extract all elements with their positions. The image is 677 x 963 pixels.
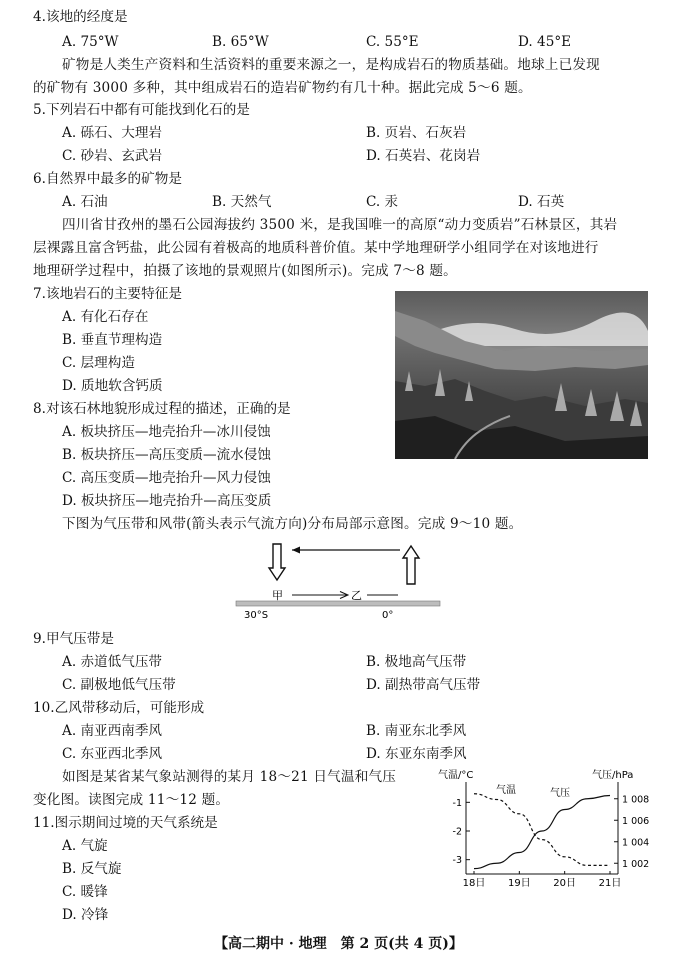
q5-option-b: B. 页岩、石灰岩 — [366, 125, 467, 141]
up-arrow-icon — [403, 546, 419, 584]
q10-stem: 10.乙风带移动后，可能形成 — [33, 700, 205, 716]
q4-option-b: B. 65°W — [212, 34, 269, 50]
y-right-tick-label: 1 006 — [622, 815, 650, 827]
intro1112-line1: 如图是某省某气象站测得的某月 18～21 日气温和气压 — [62, 769, 397, 785]
label-yi: 乙 — [351, 589, 362, 602]
q10-option-c: C. 东亚西北季风 — [62, 746, 163, 762]
page-footer: 【高二期中 · 地理 第 2 页(共 4 页)】 — [214, 936, 463, 952]
q4-option-d: D. 45°E — [518, 34, 572, 50]
pressure-belt-diagram — [232, 538, 442, 620]
y-right-tick-label: 1 008 — [622, 794, 650, 806]
intro78-line2: 层裸露且富含钙盐，此公园有着极高的地质科普价值。某中学地理研学小组同学在对该地进行 — [33, 240, 599, 256]
y-right-tick-label: 1 002 — [622, 858, 650, 870]
y-left-tick-label: -2 — [452, 826, 462, 838]
q7-option-a: A. 有化石存在 — [62, 309, 149, 325]
left-arrow-icon — [292, 547, 300, 554]
x-tick-label: 20日 — [553, 878, 577, 889]
series-line-temperature — [474, 794, 610, 866]
q11-stem: 11.图示期间过境的天气系统是 — [33, 815, 218, 831]
y-left-tick-label: -3 — [452, 855, 462, 867]
q7-option-d: D. 质地软含钙质 — [62, 378, 163, 394]
q9-option-a: A. 赤道低气压带 — [62, 654, 163, 670]
q10-option-d: D. 东亚东南季风 — [366, 746, 467, 762]
q6-option-d: D. 石英 — [518, 194, 565, 210]
q8-option-c: C. 高压变质—地壳抬升—风力侵蚀 — [62, 470, 271, 486]
intro78-line1: 四川省甘孜州的墨石公园海拔约 3500 米，是我国唯一的高原“动力变质岩”石林景区，其岩 — [62, 217, 618, 233]
q11-option-c: C. 暖锋 — [62, 884, 108, 900]
y-left-tick-label: -1 — [452, 797, 462, 809]
q7-option-c: C. 层理构造 — [62, 355, 135, 371]
x-tick-label: 18日 — [462, 878, 486, 889]
q5-stem: 5.下列岩石中都有可能找到化石的是 — [33, 102, 250, 118]
q6-option-c: C. 汞 — [366, 194, 399, 210]
q11-option-a: A. 气旋 — [62, 838, 108, 854]
q7-option-b: B. 垂直节理构造 — [62, 332, 163, 348]
q5-option-c: C. 砂岩、玄武岩 — [62, 148, 163, 164]
q7-stem: 7.该地岩石的主要特征是 — [33, 286, 182, 302]
q6-stem: 6.自然界中最多的矿物是 — [33, 171, 182, 187]
q10-option-a: A. 南亚西南季风 — [62, 723, 163, 739]
q8-option-b: B. 板块挤压—高压变质—流水侵蚀 — [62, 447, 271, 463]
q4-option-c: C. 55°E — [366, 34, 419, 50]
down-arrow-icon — [269, 544, 285, 580]
q11-option-b: B. 反气旋 — [62, 861, 122, 877]
q8-option-d: D. 板块挤压—地壳抬升—高压变质 — [62, 493, 272, 509]
q4-stem: 4.该地的经度是 — [33, 9, 128, 25]
q11-option-d: D. 冷锋 — [62, 907, 109, 923]
q8-option-a: A. 板块挤压—地壳抬升—冰川侵蚀 — [62, 424, 271, 440]
intro910: 下图为气压带和风带(箭头表示气流方向)分布局部示意图。完成 9～10 题。 — [62, 516, 523, 532]
x-tick-label: 21日 — [598, 878, 622, 889]
temp-pressure-chart — [436, 766, 656, 890]
series-line-pressure — [474, 796, 610, 869]
intro56-line2: 的矿物有 3000 多种，其中组成岩石的造岩矿物约有几十种。据此完成 5～6 题。 — [33, 80, 532, 96]
label-jia: 甲 — [272, 589, 283, 602]
series-label-temperature: 气温 — [496, 785, 516, 796]
y-right-tick-label: 1 004 — [622, 837, 650, 849]
q5-option-a: A. 砾石、大理岩 — [62, 125, 163, 141]
y-right-title: 气压/hPa — [592, 770, 634, 781]
lat-0: 0° — [382, 610, 394, 620]
q5-option-d: D. 石英岩、花岗岩 — [366, 148, 481, 164]
intro1112-line2: 变化图。读图完成 11～12 题。 — [33, 792, 230, 808]
stone-forest-photo — [395, 291, 648, 459]
intro56-line1: 矿物是人类生产资料和生活资料的重要来源之一，是构成岩石的物质基础。地球上已发现 — [62, 57, 600, 73]
x-tick-label: 19日 — [507, 878, 531, 889]
q4-option-a: A. 75°W — [62, 34, 119, 50]
y-left-title: 气温/°C — [438, 770, 474, 781]
lat-30s: 30°S — [244, 610, 269, 620]
q9-stem: 9.甲气压带是 — [33, 631, 114, 647]
series-label-pressure: 气压 — [550, 788, 570, 799]
q9-option-c: C. 副极地低气压带 — [62, 677, 176, 693]
intro78-line3: 地理研学过程中，拍摄了该地的景观照片(如图所示)。完成 7～8 题。 — [33, 263, 457, 279]
q8-stem: 8.对该石林地貌形成过程的描述，正确的是 — [33, 401, 291, 417]
q9-option-b: B. 极地高气压带 — [366, 654, 467, 670]
q9-option-d: D. 副热带高气压带 — [366, 677, 481, 693]
q10-option-b: B. 南亚东北季风 — [366, 723, 467, 739]
q6-option-b: B. 天然气 — [212, 194, 272, 210]
q6-option-a: A. 石油 — [62, 194, 108, 210]
